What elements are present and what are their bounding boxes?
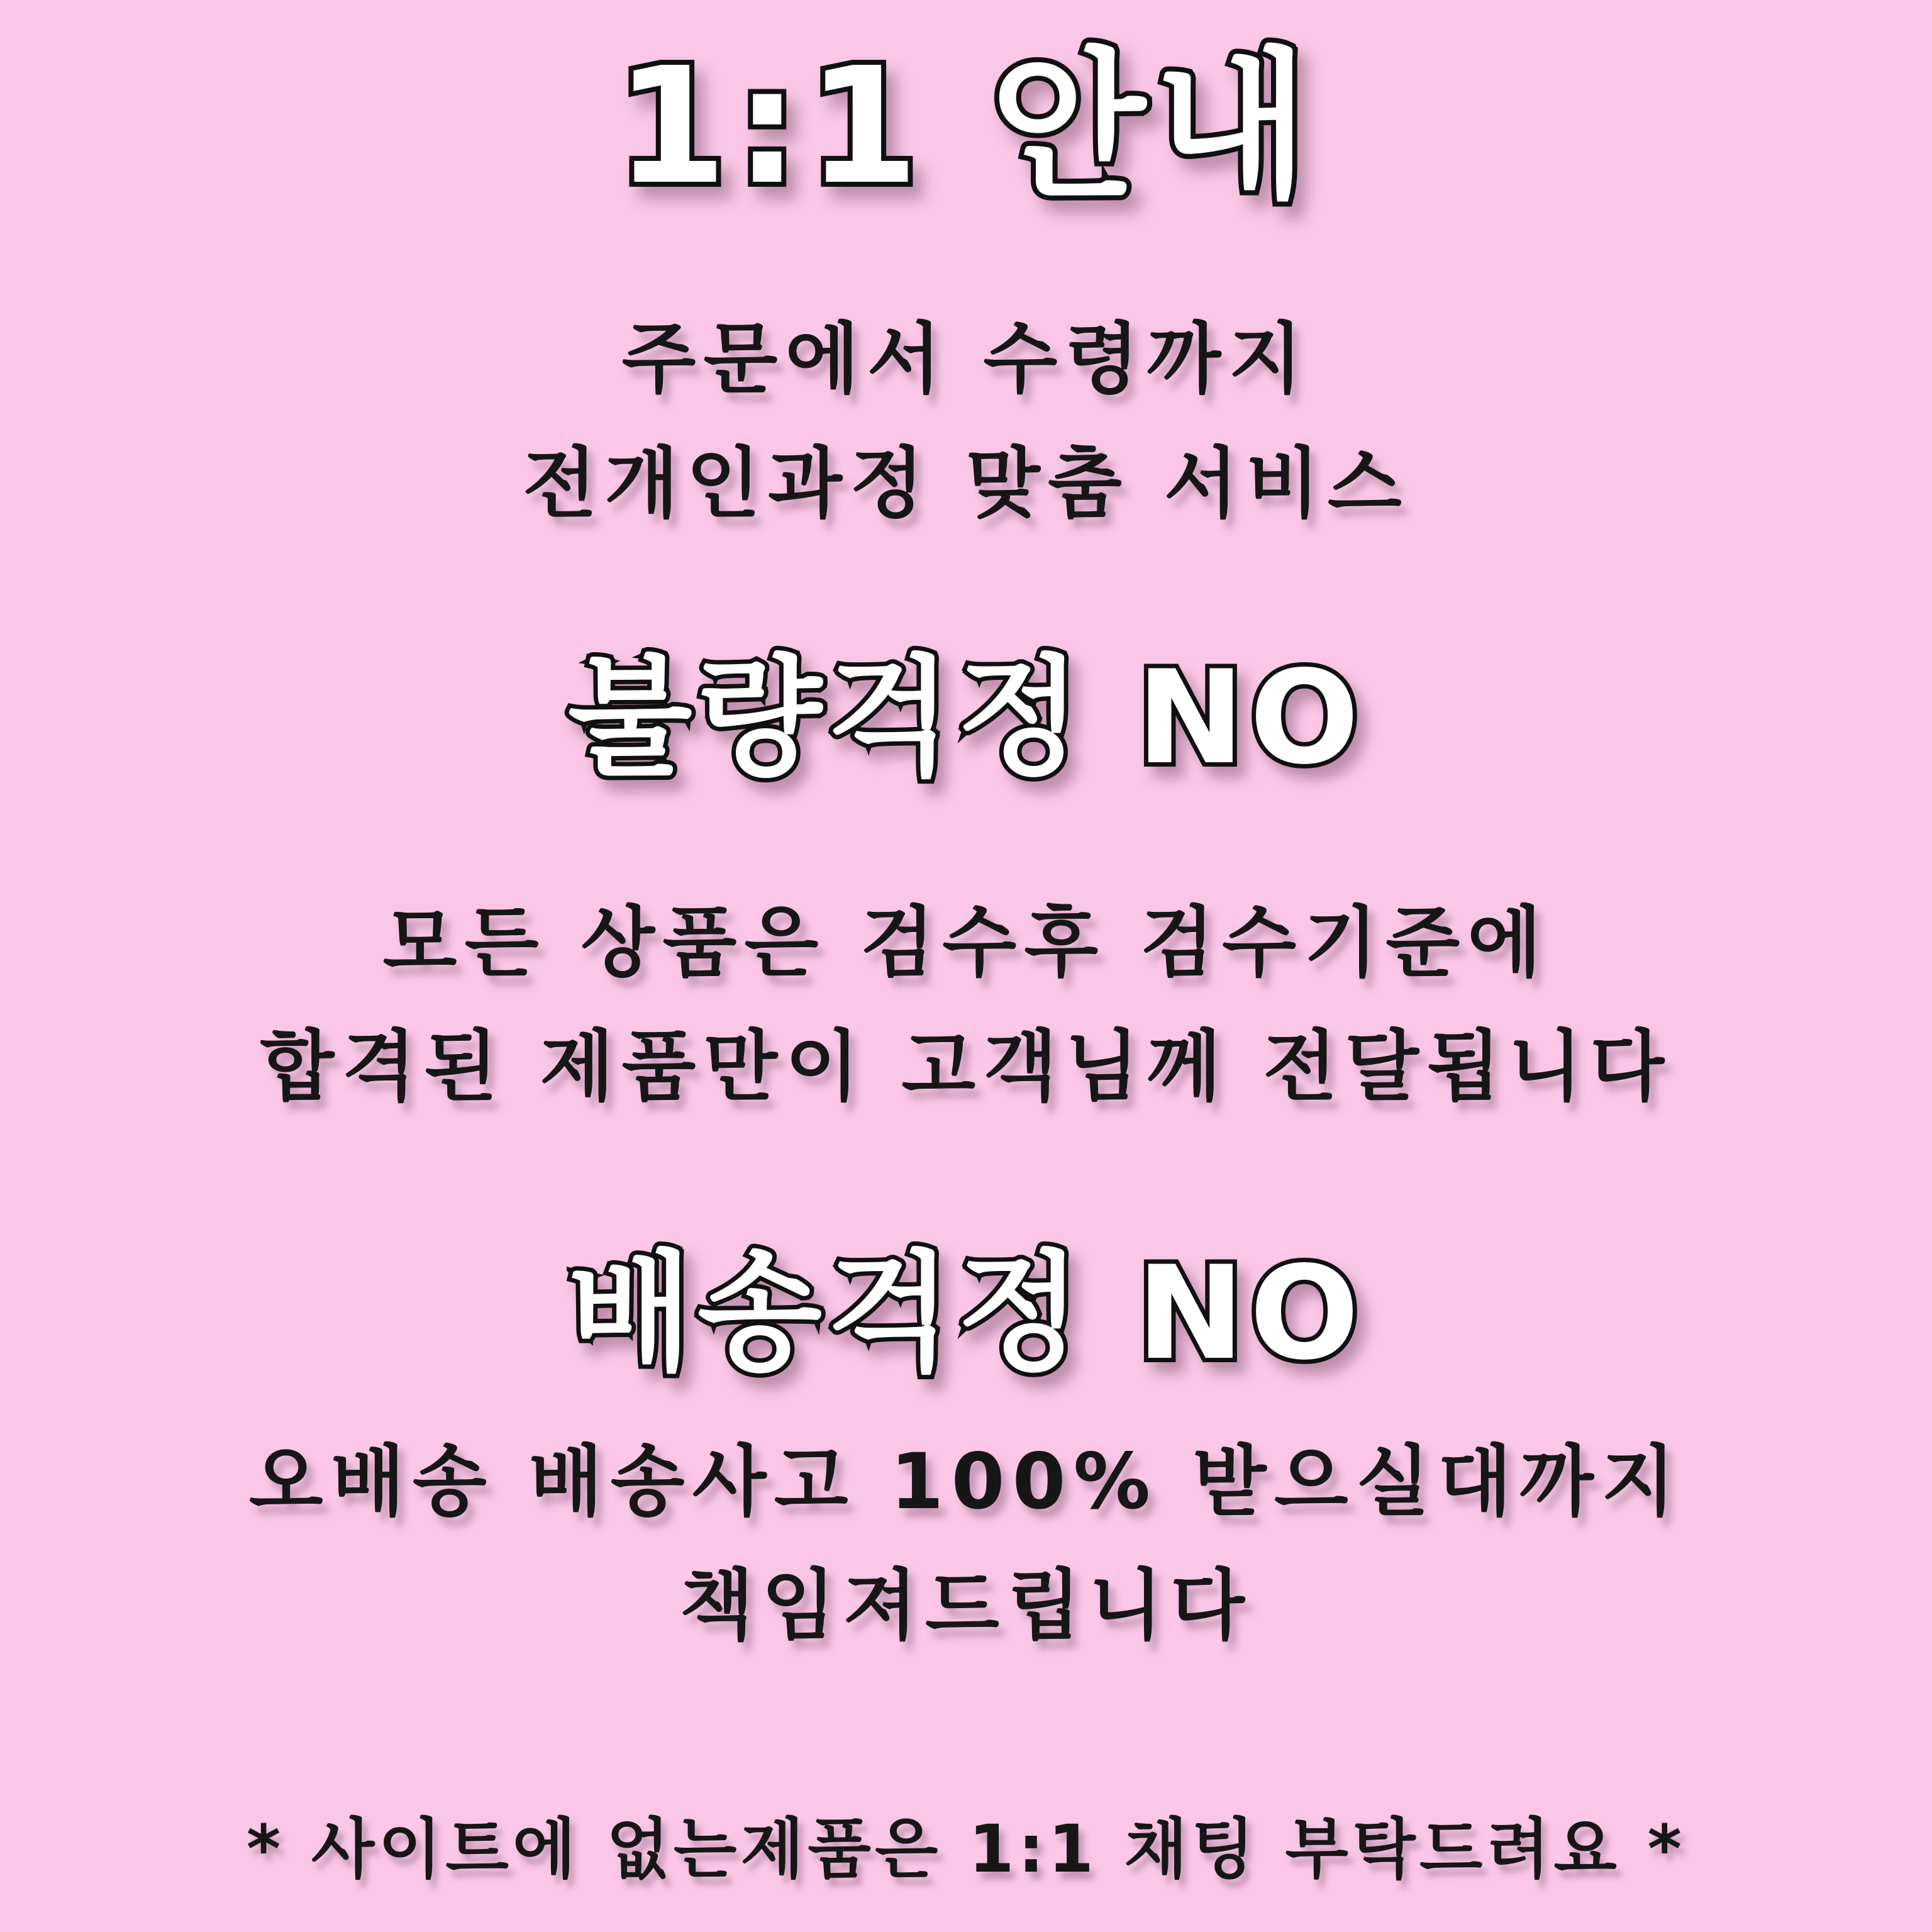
footer-note: * 사이트에 없는제품은 1:1 채팅 부탁드려요 * bbox=[246, 1811, 1686, 1887]
quality-line-2: 합격된 제품만이 고객님께 전달됩니다 bbox=[260, 1022, 1672, 1112]
shipping-line-1: 오배송 배송사고 100% 받으실대까지 bbox=[248, 1436, 1684, 1526]
shipping-text bbox=[249, 1420, 1683, 1668]
quality-line-1: 모든 상품은 검수후 검수기준에 bbox=[382, 897, 1550, 987]
intro-line-1: 주문에서 수령까지 bbox=[621, 314, 1311, 404]
shipping-heading: 배송걱정 NO bbox=[567, 1238, 1365, 1389]
page-title: 1:1 안내 bbox=[615, 33, 1317, 220]
shipping-line-2: 책임져드립니다 bbox=[679, 1561, 1253, 1651]
intro-line-2: 전개인과정 맞춤 서비스 bbox=[523, 438, 1409, 528]
quality-heading: 불량걱정 NO bbox=[567, 643, 1365, 793]
intro-text bbox=[523, 297, 1409, 546]
quality-text bbox=[260, 881, 1672, 1130]
